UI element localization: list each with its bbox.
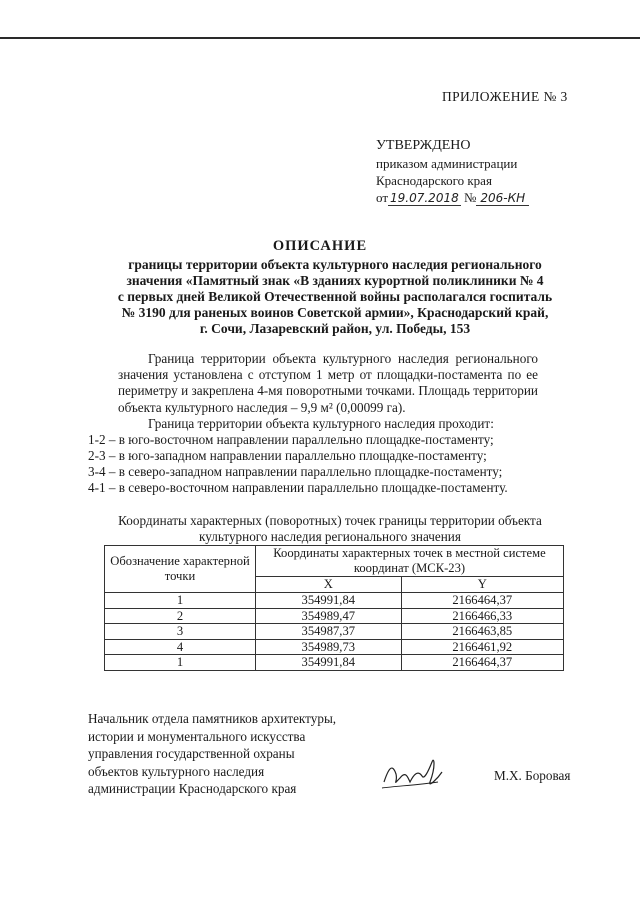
col-header-point: Обозначение характерной точки [105, 546, 256, 593]
cell-point: 3 [105, 624, 256, 640]
cell-y: 2166461,92 [401, 639, 563, 655]
border-segment-3: 3-4 – в северо-западном направлении параллельно площадке-постаменту; [88, 464, 503, 479]
position-line-4: объектов культурного наследия [88, 763, 265, 779]
border-segment-1: 1-2 – в юго-восточном направлении параллельно площадке-постаменту; [88, 432, 494, 447]
col-header-x: X [256, 577, 402, 593]
table-row [105, 608, 564, 624]
table-caption: Координаты характерных (поворотных) точек границы территории объекта культурного наследия регионального значения [118, 513, 542, 544]
subtitle-line-4: № 3190 для раненых воинов Советской армии», Краснодарский край, [121, 305, 549, 320]
order-number: 206-КН [476, 191, 529, 206]
scan-top-edge [0, 37, 640, 39]
table-row [105, 624, 564, 640]
cell-point: 4 [105, 639, 256, 655]
cell-y: 2166464,37 [401, 655, 563, 671]
order-date: 19.07.2018 [390, 191, 459, 205]
coordinates-table [104, 545, 564, 671]
cell-y: 2166464,37 [401, 593, 563, 609]
cell-x: 354989,73 [256, 639, 402, 655]
border-segment-2: 2-3 – в юго-западном направлении параллельно площадке-постаменту; [88, 448, 487, 463]
signatory-position [88, 710, 368, 798]
body-paragraph-1: Граница территории объекта культурного наследия регионального значения установлена с отступом 1 метр от площадки-постамента по ее периметру и закреплена 4-мя поворотными точками. Площадь территории объекта культурного наследия – 9,9 м² (0,00099 га). [118, 351, 538, 415]
col-header-coords: Координаты характерных точек в местной системе координат (МСК-23) [256, 546, 564, 577]
position-line-1: Начальник отдела памятников архитектуры, [88, 711, 337, 726]
approved-line-1: приказом администрации [376, 156, 518, 171]
order-number-prefix: № [463, 190, 477, 205]
subtitle-line-3: с первых дней Великой Отечественной войны располагался госпиталь [117, 289, 553, 304]
cell-point: 1 [105, 593, 256, 609]
position-line-5: администрации Краснодарского края [88, 781, 297, 796]
position-line-3: управления государственной охраны [88, 746, 295, 761]
cell-point: 1 [105, 655, 256, 671]
cell-point: 2 [105, 608, 256, 624]
table-row [105, 639, 564, 655]
handwritten-signature [378, 752, 448, 797]
position-line-2: истории и монументального искусства [88, 728, 306, 744]
body-paragraph-2: Граница территории объекта культурного наследия проходит: [148, 416, 494, 431]
cell-x: 354989,47 [256, 608, 402, 624]
cell-y: 2166466,33 [401, 608, 563, 624]
cell-x: 354991,84 [256, 593, 402, 609]
order-prefix: от [376, 190, 389, 205]
table-row [105, 593, 564, 609]
cell-x: 354991,84 [256, 655, 402, 671]
subtitle-line-2: значения «Памятный знак «В зданиях курортной поликлиники № 4 [126, 273, 544, 288]
table-row [105, 655, 564, 671]
document-title: ОПИСАНИЕ [272, 238, 368, 254]
order-reference [376, 190, 529, 206]
border-segment-4: 4-1 – в северо-восточном направлении параллельно площадке-постаменту. [88, 480, 508, 495]
cell-y: 2166463,85 [401, 624, 563, 640]
col-header-y: Y [401, 577, 563, 593]
approved-line-2: Краснодарского края [376, 173, 492, 188]
signatory-name: М.Х. Боровая [494, 768, 571, 783]
appendix-label: ПРИЛОЖЕНИЕ № 3 [442, 89, 568, 104]
cell-x: 354987,37 [256, 624, 402, 640]
subtitle-line-5: г. Сочи, Лазаревский район, ул. Победы, 153 [199, 321, 471, 336]
approved-heading: УТВЕРЖДЕНО [376, 138, 471, 153]
subtitle-line-1: границы территории объекта культурного наследия регионального [128, 257, 542, 272]
